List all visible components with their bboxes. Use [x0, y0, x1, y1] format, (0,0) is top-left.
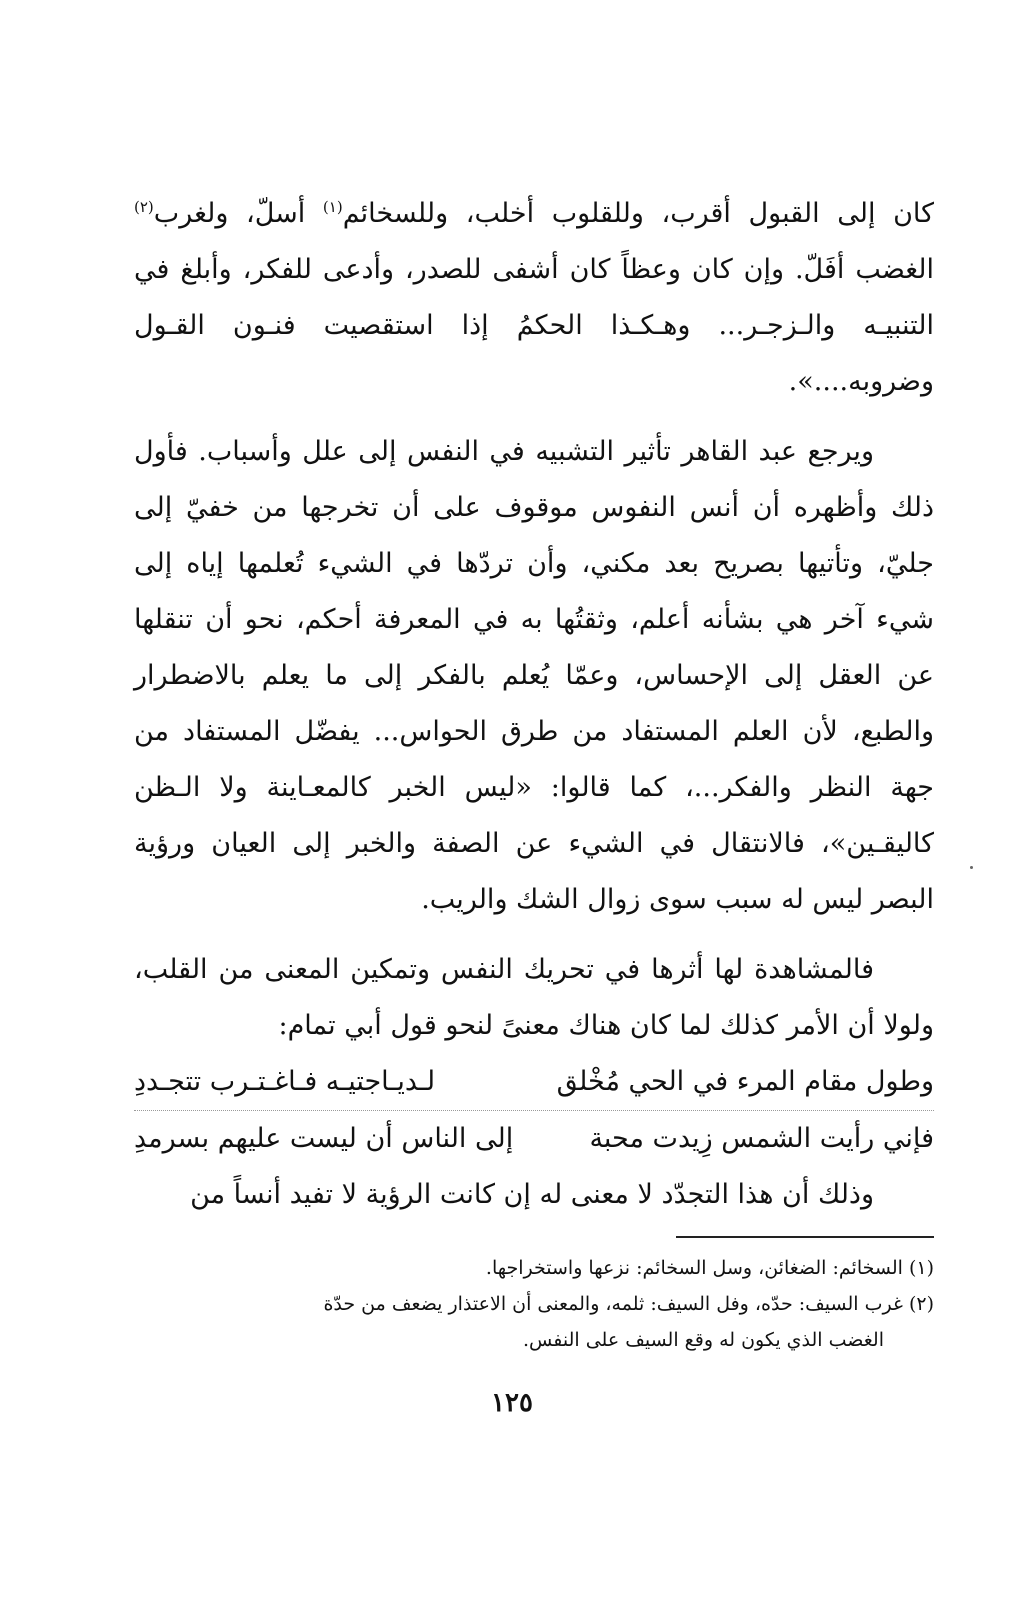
footnote-1: (١) السخائم: الضغائن، وسل السخائم: نزعها واستخراجها.: [485, 1257, 934, 1279]
paragraph-continuation: وذلك أن هذا التجدّد لا معنى له إن كانت الرؤية لا تفيد أنساً من: [190, 1179, 874, 1210]
page-number: ١٢٥: [491, 1388, 533, 1418]
footnotes: [134, 1250, 934, 1358]
footnote-2-continuation: الغضب الذي يكون له وقع السيف على النفس.: [522, 1329, 884, 1351]
paragraph-observation: فالمشاهدة لها أثرها في تحريك النفس وتمكين المعنى من القلب، ولولا أن الأمر كذلك لما كان هناك معنىً لنحو قول أبي تمام:: [134, 954, 934, 1041]
verse-1-second-hemistich: لـديـاجتيـه فـاغـتـرب تتجـددِ: [134, 1066, 436, 1097]
footnote-ref-2: (٢): [134, 198, 154, 216]
paragraph-quote-end: كان إلى القبول أقرب، وللقلوب أخلب، وللسخائم$^{(١)}$ أسلّ، ولغرب$^{(٢)}$ الغضب أفَلّ. وإن كان وعظاً كان أشفى للصدر، وأدعى للفكر، وأبلغ في التنبيـه والـزجـر... وهـكـذا الحكمُ إذا استقصيت فنـون القـول وضروبه....».: [134, 198, 934, 397]
verse-line-2: [134, 1111, 934, 1167]
paragraph-reasons: ويرجع عبد القاهر تأثير التشبيه في النفس إلى علل وأسباب. فأول ذلك وأظهره أن أنس النفوس موقوف على أن تخرجها من خفيّ إلى جليّ، وتأتيها بصريح بعد مكني، وأن تردّها في الشيء تُعلمها إياه إلى شيء آخر هي بشأنه أعلم، وثقتُها به في المعرفة أحكم، نحو أن تنقلها عن العقل إلى الإحساس، وعمّا يُعلم بالفكر إلى ما يعلم بالاضطرار والطبع، لأن العلم المستفاد من طرق الحواس... يفضّل المستفاد من جهة النظر والفكر...، كما قالوا: «ليس الخبر كالمعـاينة ولا الـظن كاليقـين»، فالانتقال في الشيء عن الصفة والخبر إلى العيان ورؤية البصر ليس له سبب سوى زوال الشك والريب.: [134, 436, 934, 915]
verse-1-first-hemistich: وطول مقام المرء في الحي مُخْلق: [556, 1066, 934, 1097]
footnote-ref-1: (١): [322, 198, 343, 216]
verse-line-1: [134, 1054, 934, 1111]
footnote-2: (٢) غرب السيف: حدّه، وفل السيف: ثلمه، والمعنى أن الاعتذار يضعف من حدّة: [323, 1293, 934, 1315]
footnote-separator: [676, 1236, 934, 1238]
scan-speck: [970, 866, 973, 869]
verse-2-second-hemistich: إلى الناس أن ليست عليهم بسرمدِ: [134, 1123, 514, 1154]
main-text: [134, 186, 934, 1223]
verse-2-first-hemistich: فإني رأيت الشمس زِيدت محبة: [589, 1123, 934, 1154]
